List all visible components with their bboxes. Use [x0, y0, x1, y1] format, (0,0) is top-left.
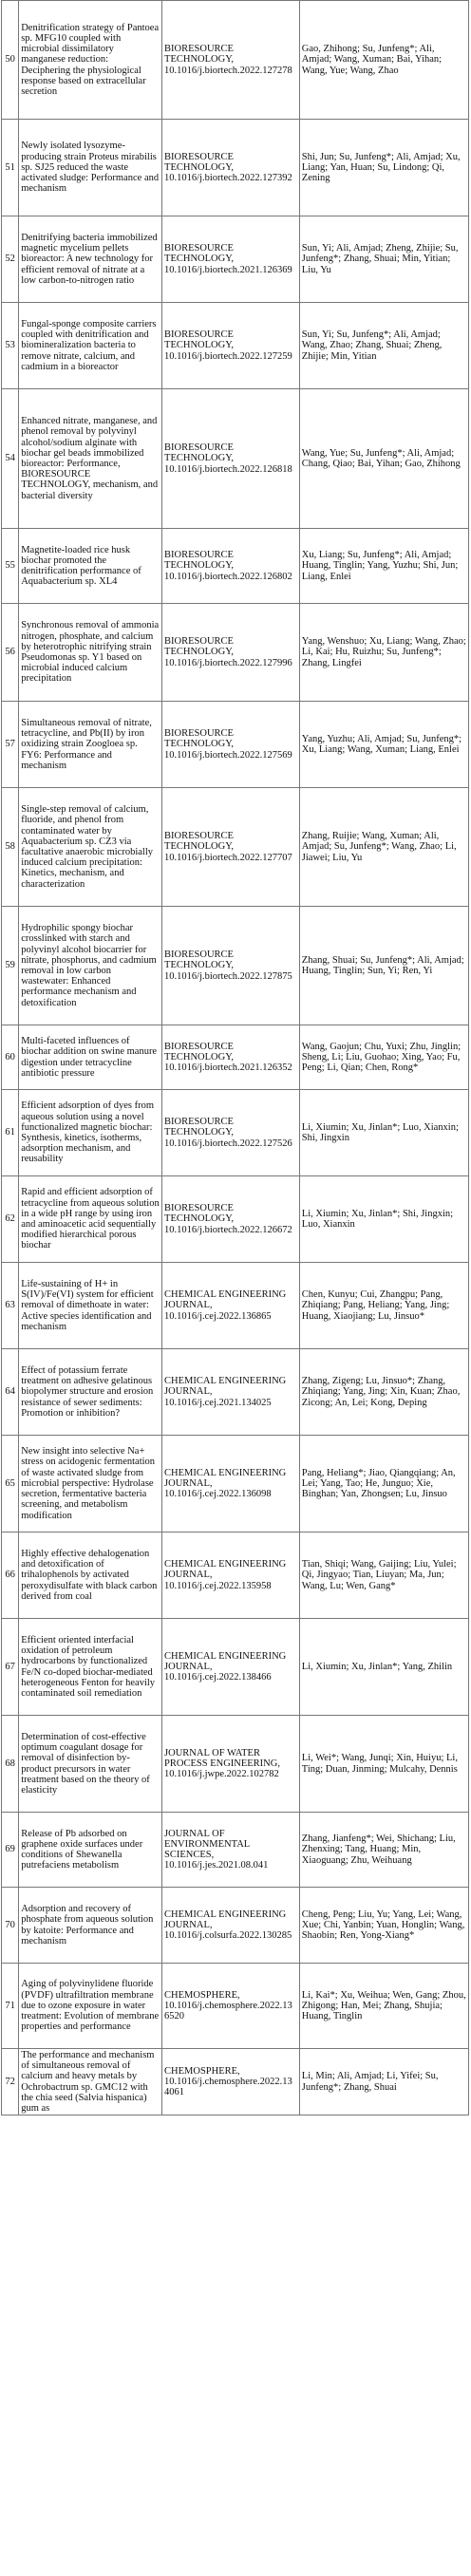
row-number: 56 [2, 604, 19, 702]
author-list: Li, Xiumin; Xu, Jinlan*; Luo, Xianxin; Shi, Jingxin [299, 1090, 468, 1176]
table-row [2, 1716, 469, 1813]
row-number: 72 [2, 2049, 19, 2115]
journal-doi: BIORESOURCE TECHNOLOGY, 10.1016/j.biortech.2022.127875 [162, 907, 300, 1025]
journal-doi: CHEMOSPHERE, 10.1016/j.chemosphere.2022.134061 [162, 2049, 300, 2115]
author-list: Wang, Yue; Su, Junfeng*; Ali, Amjad; Chang, Qiao; Bai, Yihan; Gao, Zhihong [299, 389, 468, 529]
row-number: 60 [2, 1025, 19, 1090]
author-list: Zhang, Ruijie; Wang, Xuman; Ali, Amjad; Su, Junfeng*; Wang, Zhao; Li, Jiawei; Liu, Yu [299, 788, 468, 907]
author-list: Xu, Liang; Su, Junfeng*; Ali, Amjad; Huang, Tinglin; Yang, Yuzhu; Shi, Jun; Liang, Enlei [299, 529, 468, 604]
paper-title: Denitrification strategy of Pantoea sp. MFG10 coupled with microbial dissimilatory manganese reduction: Deciphering the physiological response based on extracellular secretion [19, 1, 162, 120]
table-row [2, 1813, 469, 1888]
journal-doi: JOURNAL OF WATER PROCESS ENGINEERING, 10.1016/j.jwpe.2022.102782 [162, 1716, 300, 1813]
paper-title: Multi-faceted influences of biochar addition on swine manure digestion under tetracycline antibiotic pressure [19, 1025, 162, 1090]
row-number: 67 [2, 1619, 19, 1716]
journal-doi: CHEMOSPHERE, 10.1016/j.chemosphere.2022.136520 [162, 1964, 300, 2049]
table-row [2, 389, 469, 529]
paper-title: Synchronous removal of ammonia nitrogen, phosphate, and calcium by heterotrophic nitrifying strain Pseudomonas sp. Y1 based on microbial induced calcium precipitation [19, 604, 162, 702]
table-row [2, 1, 469, 120]
author-list: Li, Xiumin; Xu, Jinlan*; Shi, Jingxin; Luo, Xianxin [299, 1176, 468, 1263]
publication-table [1, 0, 469, 2115]
journal-doi: BIORESOURCE TECHNOLOGY, 10.1016/j.biortech.2022.126672 [162, 1176, 300, 1263]
table-row [2, 303, 469, 389]
journal-doi: CHEMICAL ENGINEERING JOURNAL, 10.1016/j.cej.2022.136098 [162, 1436, 300, 1532]
row-number: 63 [2, 1263, 19, 1349]
journal-doi: BIORESOURCE TECHNOLOGY, 10.1016/j.biortech.2022.127259 [162, 303, 300, 389]
paper-title: New insight into selective Na+ stress on acidogenic fermentation of waste activated sludge from microbial perspective: Hydrolase secretion, fermentative bacteria screening, and metabolism modification [19, 1436, 162, 1532]
author-list: Pang, Heliang*; Jiao, Qiangqiang; An, Lei; Yang, Tao; He, Junguo; Xie, Binghan; Yan, Zhongsen; Lu, Jinsuo [299, 1436, 468, 1532]
author-list: Sun, Yi; Su, Junfeng*; Ali, Amjad; Wang, Zhao; Zhang, Shuai; Zheng, Zhijie; Min, Yitian [299, 303, 468, 389]
paper-title: Hydrophilic spongy biochar crosslinked with starch and polyvinyl alcohol biocarrier for nitrate, phosphorus, and cadmium removal in low carbon wastewater: Enhanced performance mechanism and detoxification [19, 907, 162, 1025]
paper-title: Effect of potassium ferrate treatment on adhesive gelatinous biopolymer structure and erosion resistance of sewer sediments: Promotion or inhibition? [19, 1349, 162, 1436]
table-row [2, 1964, 469, 2049]
author-list: Sun, Yi; Ali, Amjad; Zheng, Zhijie; Su, Junfeng*; Zhang, Shuai; Min, Yitian; Liu, Yu [299, 216, 468, 303]
journal-doi: BIORESOURCE TECHNOLOGY, 10.1016/j.biortech.2022.126818 [162, 389, 300, 529]
journal-doi: JOURNAL OF ENVIRONMENTAL SCIENCES, 10.1016/j.jes.2021.08.041 [162, 1813, 300, 1888]
journal-doi: CHEMICAL ENGINEERING JOURNAL, 10.1016/j.cej.2022.136865 [162, 1263, 300, 1349]
row-number: 52 [2, 216, 19, 303]
row-number: 69 [2, 1813, 19, 1888]
author-list: Chen, Kunyu; Cui, Zhangpu; Pang, Zhiqiang; Pang, Heliang; Yang, Jing; Huang, Xiaojiang; Lu, Jinsuo* [299, 1263, 468, 1349]
journal-doi: CHEMICAL ENGINEERING JOURNAL, 10.1016/j.cej.2022.138466 [162, 1619, 300, 1716]
author-list: Cheng, Peng; Liu, Yu; Yang, Lei; Wang, Xue; Chi, Yanbin; Yuan, Honglin; Wang, Shaobin; Ren, Yong-Xiang* [299, 1888, 468, 1964]
row-number: 53 [2, 303, 19, 389]
paper-title: Adsorption and recovery of phosphate from aqueous solution by katoite: Performance and mechanism [19, 1888, 162, 1964]
paper-title: Release of Pb adsorbed on graphene oxide surfaces under conditions of Shewanella putrefaciens metabolism [19, 1813, 162, 1888]
table-row [2, 1349, 469, 1436]
journal-doi: CHEMICAL ENGINEERING JOURNAL, 10.1016/j.cej.2022.135958 [162, 1532, 300, 1619]
table-row [2, 702, 469, 788]
row-number: 55 [2, 529, 19, 604]
author-list: Li, Kai*; Xu, Weihua; Wen, Gang; Zhou, Zhigong; Han, Mei; Zhang, Shujia; Huang, Tinglin [299, 1964, 468, 2049]
author-list: Yang, Yuzhu; Ali, Amjad; Su, Junfeng*; Xu, Liang; Wang, Xuman; Liang, Enlei [299, 702, 468, 788]
paper-title: Fungal-sponge composite carriers coupled with denitrification and biomineralization bacteria to remove nitrate, calcium, and cadmium in a bioreactor [19, 303, 162, 389]
paper-title: Aging of polyvinylidene fluoride (PVDF) ultrafiltration membrane due to ozone exposure in water treatment: Evolution of membrane properties and performance [19, 1964, 162, 2049]
paper-title: Denitrifying bacteria immobilized magnetic mycelium pellets bioreactor: A new technology for efficient removal of nitrate at a low carbon-to-nitrogen ratio [19, 216, 162, 303]
row-number: 59 [2, 907, 19, 1025]
author-list: Tian, Shiqi; Wang, Gaijing; Liu, Yulei; Qi, Jingyao; Tian, Liuyan; Ma, Jun; Wang, Lu; Wen, Gang* [299, 1532, 468, 1619]
table-row [2, 1263, 469, 1349]
paper-title: Determination of cost-effective optimum coagulant dosage for removal of disinfection by-product precursors in water treatment based on the theory of elasticity [19, 1716, 162, 1813]
row-number: 57 [2, 702, 19, 788]
author-list: Li, Xiumin; Xu, Jinlan*; Yang, Zhilin [299, 1619, 468, 1716]
table-row [2, 1436, 469, 1532]
row-number: 70 [2, 1888, 19, 1964]
table-row [2, 604, 469, 702]
journal-doi: BIORESOURCE TECHNOLOGY, 10.1016/j.biortech.2022.127526 [162, 1090, 300, 1176]
row-number: 71 [2, 1964, 19, 2049]
table-row [2, 2049, 469, 2115]
row-number: 58 [2, 788, 19, 907]
table-row [2, 1888, 469, 1964]
table-row [2, 529, 469, 604]
row-number: 64 [2, 1349, 19, 1436]
paper-title: The performance and mechanism of simultaneous removal of calcium and heavy metals by Ochrobactrum sp. GMC12 with the chia seed (Salvia hispanica) gum as [19, 2049, 162, 2115]
row-number: 66 [2, 1532, 19, 1619]
table-row [2, 120, 469, 216]
paper-title: Efficient adsorption of dyes from aqueous solution using a novel functionalized magnetic biochar: Synthesis, kinetics, isotherms, adsorption mechanism, and reusability [19, 1090, 162, 1176]
table-row [2, 1619, 469, 1716]
row-number: 51 [2, 120, 19, 216]
journal-doi: CHEMICAL ENGINEERING JOURNAL, 10.1016/j.cej.2021.134025 [162, 1349, 300, 1436]
author-list: Shi, Jun; Su, Junfeng*; Ali, Amjad; Xu, Liang; Yan, Huan; Su, Lindong; Qi, Zening [299, 120, 468, 216]
author-list: Yang, Wenshuo; Xu, Liang; Wang, Zhao; Li, Kai; Hu, Ruizhu; Su, Junfeng*; Zhang, Lingfei [299, 604, 468, 702]
paper-title: Enhanced nitrate, manganese, and phenol removal by polyvinyl alcohol/sodium alginate with biochar gel beads immobilized bioreactor: Performance, BIORESOURCE TECHNOLOGY, mechanism, and bacterial diversity [19, 389, 162, 529]
paper-title: Simultaneous removal of nitrate, tetracycline, and Pb(II) by iron oxidizing strain Zoogloea sp. FY6: Performance and mechanism [19, 702, 162, 788]
journal-doi: BIORESOURCE TECHNOLOGY, 10.1016/j.biortech.2022.126802 [162, 529, 300, 604]
row-number: 50 [2, 1, 19, 120]
author-list: Zhang, Zigeng; Lu, Jinsuo*; Zhang, Zhiqiang; Yang, Jing; Xin, Kuan; Zhao, Zicong; An, Lei; Kong, Deping [299, 1349, 468, 1436]
paper-title: Rapid and efficient adsorption of tetracycline from aqueous solution in a wide pH range by using iron and aminoacetic acid sequentially modified hierarchical porous biochar [19, 1176, 162, 1263]
author-list: Zhang, Shuai; Su, Junfeng*; Ali, Amjad; Huang, Tinglin; Sun, Yi; Ren, Yi [299, 907, 468, 1025]
paper-title: Single-step removal of calcium, fluoride, and phenol from contaminated water by Aquabacterium sp. CZ3 via facultative anaerobic microbially induced calcium precipitation: Kinetics, mechanism, and characterization [19, 788, 162, 907]
row-number: 68 [2, 1716, 19, 1813]
table-row [2, 788, 469, 907]
journal-doi: BIORESOURCE TECHNOLOGY, 10.1016/j.biortech.2021.126369 [162, 216, 300, 303]
row-number: 61 [2, 1090, 19, 1176]
journal-doi: BIORESOURCE TECHNOLOGY, 10.1016/j.biortech.2022.127707 [162, 788, 300, 907]
author-list: Li, Min; Ali, Amjad; Li, Yifei; Su, Junfeng*; Zhang, Shuai [299, 2049, 468, 2115]
author-list: Li, Wei*; Wang, Junqi; Xin, Huiyu; Li, Ting; Duan, Jinming; Mulcahy, Dennis [299, 1716, 468, 1813]
row-number: 62 [2, 1176, 19, 1263]
author-list: Gao, Zhihong; Su, Junfeng*; Ali, Amjad; Wang, Xuman; Bai, Yihan; Wang, Yue; Wang, Zhao [299, 1, 468, 120]
paper-title: Efficient oriented interfacial oxidation of petroleum hydrocarbons by functionalized Fe/N co-doped biochar-mediated heterogeneous Fenton for heavily contaminated soil remediation [19, 1619, 162, 1716]
paper-title: Magnetite-loaded rice husk biochar promoted the denitrification performance of Aquabacterium sp. XL4 [19, 529, 162, 604]
row-number: 54 [2, 389, 19, 529]
journal-doi: BIORESOURCE TECHNOLOGY, 10.1016/j.biortech.2021.126352 [162, 1025, 300, 1090]
journal-doi: CHEMICAL ENGINEERING JOURNAL, 10.1016/j.colsurfa.2022.130285 [162, 1888, 300, 1964]
paper-title: Life-sustaining of H+ in S(IV)/Fe(VI) system for efficient removal of dimethoate in water: Active species identification and mechanism [19, 1263, 162, 1349]
journal-doi: BIORESOURCE TECHNOLOGY, 10.1016/j.biortech.2022.127278 [162, 1, 300, 120]
row-number: 65 [2, 1436, 19, 1532]
table-row [2, 216, 469, 303]
table-row [2, 907, 469, 1025]
author-list: Zhang, Jianfeng*; Wei, Shichang; Liu, Zhenxing; Tang, Huang; Min, Xiaoguang; Zhu, Weihuang [299, 1813, 468, 1888]
journal-doi: BIORESOURCE TECHNOLOGY, 10.1016/j.biortech.2022.127392 [162, 120, 300, 216]
journal-doi: BIORESOURCE TECHNOLOGY, 10.1016/j.biortech.2022.127569 [162, 702, 300, 788]
paper-title: Highly effective dehalogenation and detoxification of trihalophenols by activated peroxydisulfate with black carbon derived from coal [19, 1532, 162, 1619]
table-row [2, 1090, 469, 1176]
table-row [2, 1176, 469, 1263]
table-row [2, 1025, 469, 1090]
author-list: Wang, Gaojun; Chu, Yuxi; Zhu, Jinglin; Sheng, Li; Liu, Guohao; Xing, Yao; Fu, Peng; Li, Qian; Chen, Rong* [299, 1025, 468, 1090]
journal-doi: BIORESOURCE TECHNOLOGY, 10.1016/j.biortech.2022.127996 [162, 604, 300, 702]
table-row [2, 1532, 469, 1619]
paper-title: Newly isolated lysozyme-producing strain Proteus mirabilis sp. SJ25 reduced the waste activated sludge: Performance and mechanism [19, 120, 162, 216]
